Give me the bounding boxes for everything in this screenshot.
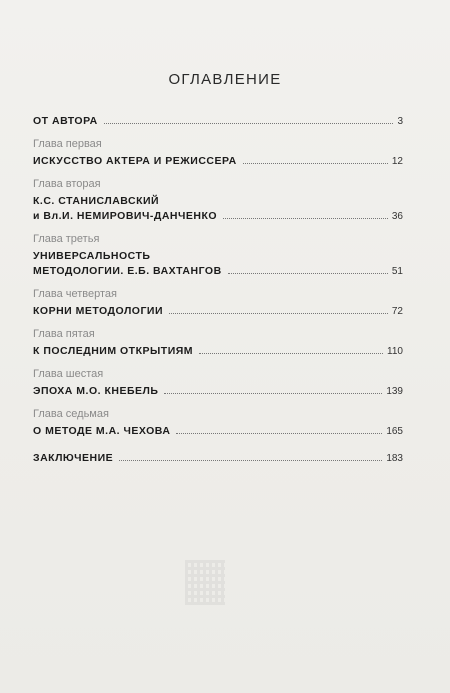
toc-entry-title: ЭПОХА М.О. КНЕБЕЛЬ <box>33 385 159 397</box>
toc-line <box>33 424 403 439</box>
toc-entry-title: К.С. СТАНИСЛАВСКИЙ <box>33 195 160 207</box>
toc-entry <box>33 368 403 399</box>
toc-page-number: 12 <box>391 156 403 167</box>
toc-page-number: 3 <box>397 116 403 127</box>
toc-page-number: 72 <box>391 306 403 317</box>
toc-line <box>33 304 403 319</box>
toc-entry-title: ИСКУССТВО АКТЕРА И РЕЖИССЕРА <box>33 155 237 167</box>
dot-leader <box>119 460 382 461</box>
chapter-label: Глава шестая <box>33 368 104 380</box>
toc-entry <box>33 178 403 224</box>
chapter-label: Глава первая <box>33 138 102 150</box>
toc-line <box>33 154 403 169</box>
toc-line <box>33 209 403 224</box>
dot-leader <box>199 353 383 354</box>
dot-leader <box>176 433 382 434</box>
dot-leader <box>243 163 388 164</box>
toc-line <box>33 194 403 209</box>
toc-line <box>33 249 403 264</box>
toc-entry <box>33 451 403 466</box>
toc-line <box>33 384 403 399</box>
table-of-contents <box>33 114 403 475</box>
dot-leader <box>223 218 388 219</box>
chapter-label: Глава четвертая <box>33 288 117 300</box>
toc-line <box>33 344 403 359</box>
toc-entry <box>33 408 403 439</box>
faint-qr-code-show-through <box>185 560 225 605</box>
toc-entry-title-continued: МЕТОДОЛОГИИ. Е.Б. ВАХТАНГОВ <box>33 265 222 277</box>
toc-entry-title: К ПОСЛЕДНИМ ОТКРЫТИЯМ <box>33 345 194 357</box>
chapter-label: Глава третья <box>33 233 100 245</box>
toc-entry-title: О МЕТОДЕ М.А. ЧЕХОВА <box>33 425 171 437</box>
toc-line <box>33 264 403 279</box>
toc-line <box>33 451 403 466</box>
toc-entry <box>33 138 403 169</box>
toc-entry-title: КОРНИ МЕТОДОЛОГИИ <box>33 305 164 317</box>
dot-leader <box>228 273 388 274</box>
toc-page-number: 165 <box>386 426 403 437</box>
chapter-label: Глава вторая <box>33 178 101 190</box>
toc-line <box>33 114 403 129</box>
toc-entry <box>33 233 403 279</box>
toc-entry-title: ОТ АВТОРА <box>33 115 98 127</box>
toc-page-number: 51 <box>391 266 403 277</box>
toc-entry-title: УНИВЕРСАЛЬНОСТЬ <box>33 250 151 262</box>
toc-page-number: 110 <box>387 346 403 357</box>
page-title: ОГЛАВЛЕНИЕ <box>168 71 282 88</box>
toc-page-number: 183 <box>386 453 403 464</box>
dot-leader <box>104 123 394 124</box>
toc-entry-title: ЗАКЛЮЧЕНИЕ <box>33 452 114 464</box>
toc-entry <box>33 114 403 129</box>
chapter-label: Глава седьмая <box>33 408 109 420</box>
toc-page-number: 139 <box>386 386 403 397</box>
toc-entry <box>33 328 403 359</box>
chapter-label: Глава пятая <box>33 328 95 340</box>
toc-entry-title-continued: и Вл.И. НЕМИРОВИЧ-ДАНЧЕНКО <box>33 210 218 222</box>
toc-page-number: 36 <box>391 211 403 222</box>
dot-leader <box>169 313 388 314</box>
dot-leader <box>164 393 382 394</box>
toc-entry <box>33 288 403 319</box>
